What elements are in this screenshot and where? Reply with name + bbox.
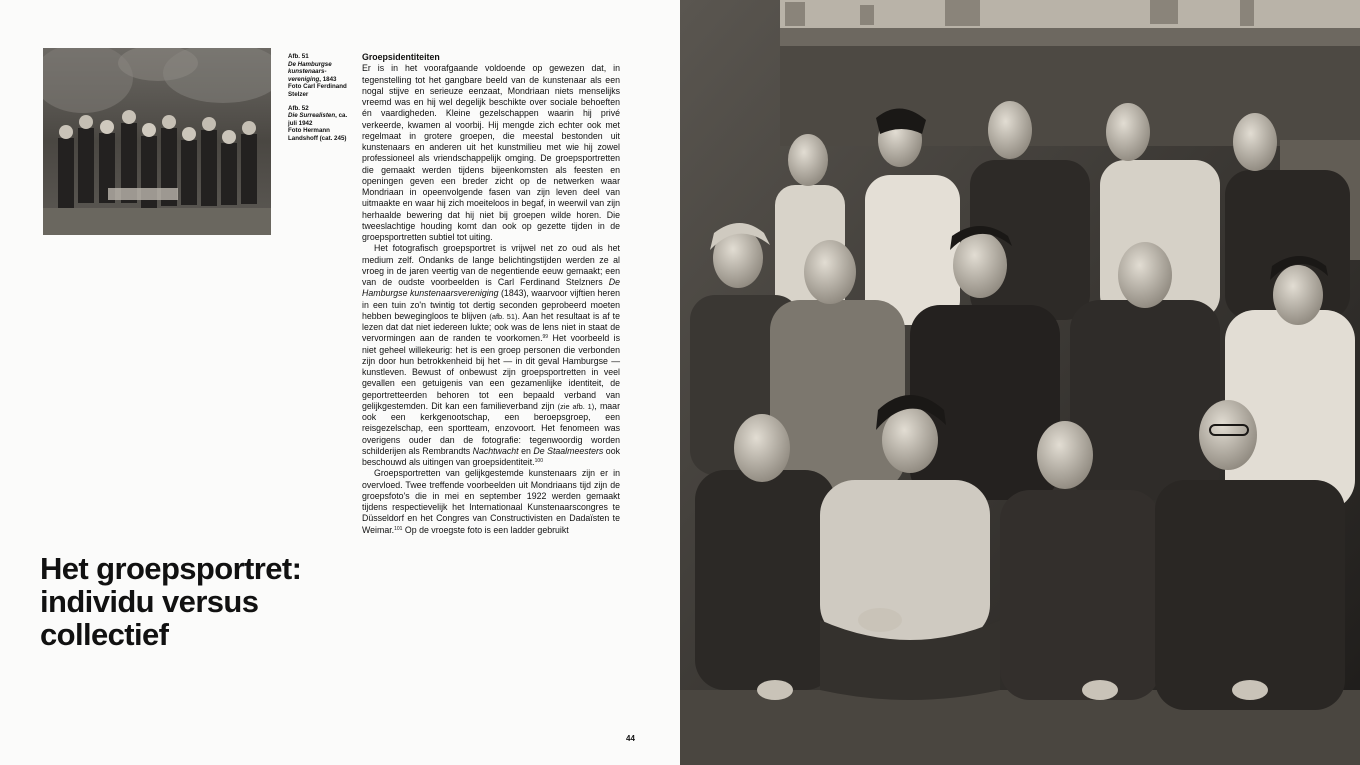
paragraph-3: Groepsportretten van gelijkgestemde kunstenaars zijn er in overvloed. Twee treffende voorbeelden uit Mondriaans tijd zijn de groepsfoto's die in mei en september 1922 werden gemaakt tijdens respectievelijk het Internationaal Kunstenaarscongres te Düsseldorf en het Congres van Constructivisten en Dadaïsten te Weimar.$^{101}$ Op de vroegste foto is een ladder gebruikt — [362, 468, 620, 535]
caption-afb-52: Afb. 52 Die Surrealisten, ca. juli 1942 Foto Hermann Landshoff (cat. 245) — [288, 104, 348, 142]
chapter-headline: Het groepsportret: individu versus collectief — [40, 551, 302, 652]
section-heading: Groepsidentiteiten — [362, 52, 440, 62]
surrealists-group-photo — [680, 0, 1360, 765]
hamburg-group-photo — [43, 48, 271, 235]
paragraph-2: Het fotografisch groepsportret is vrijwel net zo oud als het medium zelf. Ondanks de lange belichtingstijden werden ze al vroeg in de jaren veertig van de negentiende eeuw gemaakt; een van de oudste voorbeelden is Carl Ferdinand Stelzners De Hamburgse kunstenaarsvereniging (1843), waarvoor vijftien heren in een tuin zo'n twintig tot dertig seconden geprobeerd moeten hebben bewegingloos te blijven (afb. 51). Aan het resultaat is af te lezen dat dat niet iedereen lukte; ook was de lens niet in staat de vervormingen aan de randen te voorkomen.$^{99}$ Het voorbeeld is niet geheel willekeurig: het is een groep personen die verbonden zijn door hun betrokkenheid bij het — in dit geval Hamburgse — kunstleven. Bewust of onbewust zijn groepsportretten in veel gevallen een getuigenis van een gezamenlijke identiteit, de geportretteerden behoren tot een bepaald verband van gelijkgestemden. Dit kan een familieverband zijn (zie afb. 1), maar ook een kerkgenootschap, een beroepsgroep, een reisgezelschap, een sportteam, enzovoort. Het fenomeen was overigens ouder dan de fotografie: tegenwoordig worden schilderijen als Rembrandts Nachtwacht en De Staalmeesters ook beschouwd als uitingen van groepsidentiteit.$^{100}$ — [362, 243, 621, 467]
paragraph-1: Er is in het voorafgaande voldoende op gewezen dat, in tegenstelling tot het gangbare beeld van de kunstenaar als een nogal stijve en serieuze eenzaat, Mondriaan niets menselijks vreemd was en hij wel degelijk beschikte over sociale behoeften én vaardigheden. Kleine gezelschappen waarin hij privé verkeerde, kwamen al voorbij. Hij mengde zich echter ook met regelmaat in grotere groepen, die meestal bestonden uit kunstenaars en anderen uit het kunstmilieu met wie hij zowel professioneel als vriendschappelijk omging. De groepsportretten die gemaakt werden tijdens bijeenkomsten als feesten en openingen geven een breder zicht op de netwerken waar Mondriaan in opeenvolgende fasen van zijn leven deel van uitmaakte en waar hij zich moeiteloos in begaf, in weerwil van zijn herhaalde bewering dat hij niet bij groepen wilde horen. Die tweeslachtige houding komt dan ook op gezette tijden in de groepsportretten subtiel tot uiting. — [362, 63, 620, 242]
page-number: 44 — [626, 734, 635, 743]
article-column — [362, 52, 620, 536]
photo-captions — [288, 53, 348, 149]
caption-afb-51: Afb. 51 De Hamburgse kunstenaars-vereniging, 1843 Foto Carl Ferdinand Stelzer — [288, 53, 347, 98]
